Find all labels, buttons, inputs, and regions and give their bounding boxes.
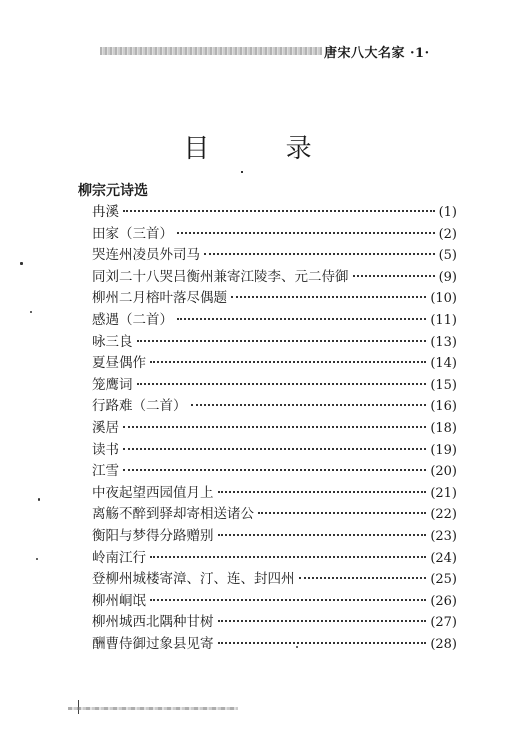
toc-item-title: 衡阳与梦得分路赠别 — [92, 527, 214, 544]
toc-item-page: (5) — [438, 248, 457, 264]
toc-item — [92, 373, 457, 395]
dot-leader — [204, 253, 435, 255]
toc-item-page: (14) — [430, 356, 457, 372]
toc-item-title: 同刘二十八哭吕衡州兼寄江陵李、元二侍御 — [92, 268, 349, 285]
toc-item — [92, 589, 457, 611]
scan-speck — [296, 646, 298, 648]
dot-leader — [137, 340, 427, 342]
scan-speck — [20, 262, 23, 265]
dot-leader — [150, 556, 426, 558]
toc-item-page: (18) — [430, 420, 457, 436]
toc-item-page: (2) — [438, 226, 457, 242]
toc-item — [92, 524, 457, 546]
toc-item-page: (28) — [430, 636, 457, 652]
dot-leader — [218, 534, 427, 536]
toc-item-title: 咏三良 — [92, 333, 133, 350]
dot-leader — [191, 404, 427, 406]
toc-item-page: (21) — [430, 485, 457, 501]
dot-leader — [299, 577, 427, 579]
toc-item-title: 哭连州凌员外司马 — [92, 247, 200, 264]
toc-item-page: (25) — [430, 572, 457, 588]
dot-leader — [123, 469, 426, 471]
toc-item-page: (27) — [430, 615, 457, 631]
toc-item — [92, 308, 457, 330]
toc-item-title: 田家（三首） — [92, 225, 173, 242]
dot-leader — [123, 426, 426, 428]
toc-item — [92, 567, 457, 589]
toc-item — [92, 265, 457, 287]
scan-speck — [38, 498, 40, 501]
toc-item-title: 酬曹侍御过象县见寄 — [92, 635, 214, 652]
scan-speck — [241, 171, 243, 173]
dot-leader — [258, 512, 426, 514]
toc-item-page: (9) — [438, 269, 457, 285]
toc-item-title: 岭南江行 — [92, 549, 146, 566]
toc-item-title: 笼鹰词 — [92, 376, 133, 393]
dot-leader — [150, 599, 426, 601]
dot-leader — [150, 361, 426, 363]
dot-leader — [218, 620, 427, 622]
toc-item-page: (15) — [430, 377, 457, 393]
toc-item-title: 柳州二月榕叶落尽偶题 — [92, 290, 227, 307]
toc-item — [92, 286, 457, 308]
toc-item — [92, 394, 457, 416]
toc-item-title: 江雪 — [92, 463, 119, 480]
toc-item — [92, 330, 457, 352]
dot-leader — [231, 296, 426, 298]
section-title: 柳宗元诗选 — [78, 183, 148, 199]
toc-item-title: 溪居 — [92, 419, 119, 436]
toc-item — [92, 502, 457, 524]
toc-item-page: (20) — [430, 464, 457, 480]
toc-item — [92, 459, 457, 481]
toc-item-page: (13) — [430, 334, 457, 350]
toc-item — [92, 351, 457, 373]
toc-item-title: 读书 — [92, 441, 119, 458]
scan-speck — [36, 558, 38, 560]
dot-leader — [218, 491, 427, 493]
toc-item — [92, 243, 457, 265]
toc-item-page: (22) — [430, 507, 457, 523]
toc-item-title: 登柳州城楼寄漳、汀、连、封四州 — [92, 571, 295, 588]
toc-item — [92, 222, 457, 244]
dot-leader — [177, 232, 435, 234]
toc-item — [92, 632, 457, 654]
toc-item-title: 夏昼偶作 — [92, 355, 146, 372]
toc-item — [92, 481, 457, 503]
toc-item-page: (23) — [430, 528, 457, 544]
toc-item — [92, 610, 457, 632]
header-rule — [100, 47, 322, 55]
toc-item-page: (16) — [430, 399, 457, 415]
dot-leader — [218, 642, 427, 644]
toc-item — [92, 200, 457, 222]
dot-leader — [123, 210, 435, 212]
toc-item-page: (19) — [430, 442, 457, 458]
toc-item-title: 柳州峒氓 — [92, 592, 146, 609]
dot-leader — [137, 383, 427, 385]
running-header: 唐宋八大名家 ·1· — [324, 46, 430, 61]
toc-item-page: (11) — [430, 312, 457, 328]
dot-leader — [353, 275, 435, 277]
footer-rule — [68, 707, 238, 710]
toc-item-title: 离觞不醉到驿却寄相送诸公 — [92, 506, 254, 523]
toc-item-title: 行路难（二首） — [92, 398, 187, 415]
toc-item-page: (1) — [438, 205, 457, 220]
toc-list — [92, 200, 457, 653]
dot-leader — [123, 448, 426, 450]
toc-item — [92, 546, 457, 568]
toc-item-page: (24) — [430, 550, 457, 566]
toc-title: 目 录 — [183, 134, 346, 164]
toc-item-title: 柳州城西北隅种甘树 — [92, 614, 214, 631]
scan-speck — [30, 311, 32, 313]
toc-item — [92, 438, 457, 460]
dot-leader — [177, 318, 426, 320]
toc-item — [92, 416, 457, 438]
toc-item-page: (10) — [430, 291, 457, 307]
toc-item-title: 中夜起望西园值月上 — [92, 484, 214, 501]
toc-item-page: (26) — [430, 593, 457, 609]
toc-item-title: 感遇（二首） — [92, 311, 173, 328]
toc-item-title: 冉溪 — [92, 204, 119, 220]
